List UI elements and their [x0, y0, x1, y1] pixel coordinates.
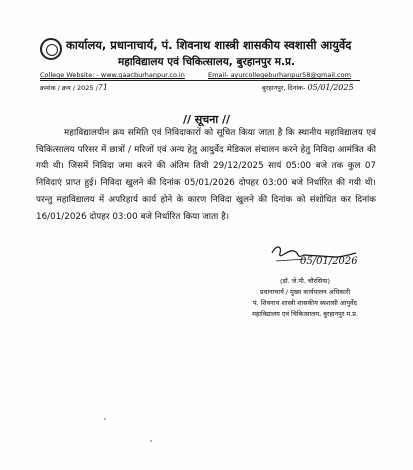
issue-date-handwritten: 05/01/2025	[307, 83, 354, 92]
notice-title: // सूचना //	[182, 113, 231, 126]
signatory-block	[220, 276, 390, 320]
notice-body: महाविद्यालयीन क्रय समिति एवं निविदाकारों को सूचित किया जाता है कि स्थानीय महाविद्यालय एवं चिकित्सालय परिसर में छात्रों / मरिजों एवं अन्य हेतु आयुर्वेद मेडिकल संचालन करने हेतु निविदा आमंत्रित की गयी थी। जिसमें निविदा जमा करने की अंतिम तिथी 29/12/2025 सायं 05:00 बजे तक कुल 07 निविदाएं प्राप्त हुई। निविदा खुलने की दिनांक 05/01/2026 दोपहर 03:00 बजे निर्धारित की गयी थी। परन्तु महाविद्यालय में अपरिहार्य कार्य होने के कारण निविदा खुलने की दिनांक को संशोधित कर दिनांक 16/01/2026 दोपहर 03:00 बजे निर्धारित किया जाता है।	[36, 128, 376, 222]
college-email-link[interactable]: Email- ayurcollegeburhanpur58@gmail.com	[208, 71, 351, 79]
reference-number-label: क्रमांक / क्रय / 2025 /	[40, 84, 98, 92]
scan-speck	[150, 440, 152, 442]
reference-number-handwritten: 71	[97, 83, 108, 92]
place-date	[262, 83, 354, 92]
place-date-label: बुरहानपुर, दिनांक-	[262, 84, 306, 92]
header-divider	[40, 80, 360, 81]
signatory-designation: प्रधानाचार्य / मुख्य कार्यपालन अधिकारी	[259, 288, 351, 296]
signatory-institution-line2: महाविद्यालय एवं चिकित्सालय, बुरहानपुर म.प्र.	[252, 310, 358, 318]
signature-date-handwritten: 05/01/2026	[300, 256, 358, 267]
signatory-institution-line1: पं. शिवनाथ शास्त्री शासकीय स्वशासी आयुर्वेद	[252, 299, 358, 307]
header-office-line: कार्यालय, प्रधानाचार्य, पं. शिवनाथ शास्त्री शासकीय स्वशासी आयुर्वेद	[66, 38, 352, 52]
signatory-name: (डॉ. जे.पी. चौरसिया)	[280, 277, 330, 285]
scan-speck	[104, 418, 106, 420]
header-college-line: महाविद्यालय एवं चिकित्सालय, बुरहानपुर म.प्र.	[117, 56, 296, 68]
college-website-link[interactable]: College Website: - www.gaacburhanpur.co.in	[40, 71, 185, 79]
reference-number	[40, 83, 108, 92]
